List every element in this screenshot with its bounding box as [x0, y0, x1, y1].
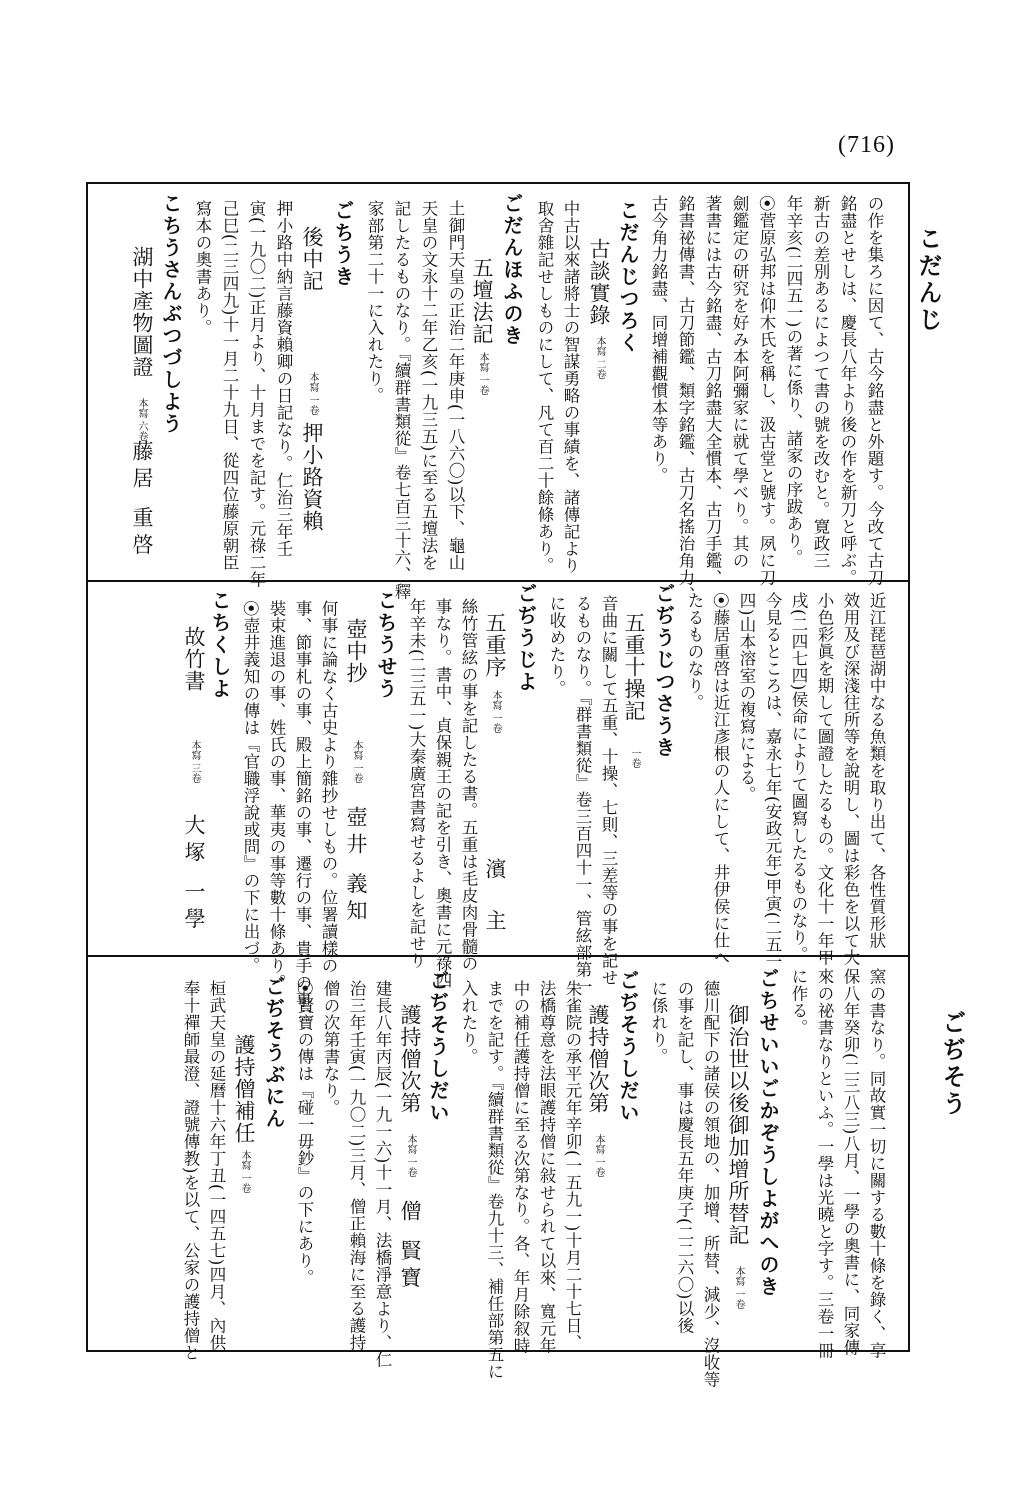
entry-line: 天皇の文永十二年乙亥(一九三五)に至る五壇法を: [419, 200, 438, 571]
section-heading-gojisou: ごぢそう: [938, 1010, 967, 1118]
entry-note: 本寫 六卷: [136, 398, 147, 442]
entry-author: 濱 主: [483, 858, 507, 943]
entry-note: 本寫 一卷: [239, 1150, 250, 1194]
entry-line: 年辛未(二三五一)大秦廣宮書寫せるよしを記せり: [407, 598, 426, 969]
entry-line: 押小路中納言藤資賴卿の日記なり。仁治三年壬: [274, 200, 293, 557]
entry-line: 土御門天皇の正治二年庚申(一八六〇)以下、龜山: [446, 200, 465, 571]
entry-line: 德川配下の諸侯の領地の、加增、所替、減少、沒收等: [701, 980, 720, 1388]
entry-note: 本寫 一卷: [593, 1134, 604, 1178]
section-heading-kodanji: こだんじ: [914, 226, 943, 334]
entry-line: に收めたり。: [547, 595, 566, 697]
entry-heading: ごぢうじつさうき: [652, 583, 676, 759]
entry-line: 絲竹管絃の事を記したる書。五重は毛皮肉骨髓の: [459, 598, 478, 972]
entry-line: に係れり。: [649, 980, 668, 1065]
bottom-line-1: 窯の書なり。同故實一切に關する數十條を錄く、享: [867, 968, 886, 1359]
entry-line: 音曲に關して五重、十操、七則、三差等の事を記せ: [599, 595, 618, 986]
middle-line-3: 小色彩眞を期して圖證したるもの。文化十一年甲: [815, 592, 834, 966]
entry-line: ⦿賢寶の傳は『碰一毋鈔』の下にあり。: [295, 980, 314, 1286]
middle-line-8: たるものなり。: [685, 592, 704, 711]
entry-line: 入れたり。: [459, 980, 478, 1065]
entry-line: 何事に論なく古史より雜抄せしもの。位署讀樣の: [319, 600, 338, 974]
entry-title: 御治世以後御加增所替記: [726, 1004, 750, 1246]
entry-heading: ごちうき: [331, 200, 355, 288]
entry-line: 朱雀院の承平元年辛卯(一五九一)十月二十七日、: [563, 980, 582, 1351]
entry-line: 寅(一九〇二)正月より、十月までを記す。元祿二年: [247, 200, 266, 588]
entry-note: 本寫 一卷: [490, 690, 501, 734]
entry-heading: ごぢそうしだい: [426, 970, 450, 1124]
top-line-7: 著書には古今銘盡、古刀銘盡大全慣本、古刀手鑑、: [703, 195, 722, 586]
entry-line: 桓武天皇の延曆十六年丁丑(一四五七)四月、內供: [207, 980, 226, 1351]
middle-line-4: 戌(二四七四)侯命によりて圖寫したるものなり。: [789, 592, 808, 963]
entry-heading: ごちせいいごかぞうしよがへのき: [756, 968, 780, 1298]
entry-line: 事、節事札の事、殿上簡銘の事、遷行の事、貴手の事、: [293, 600, 312, 1025]
entry-note: 本寫 一卷: [477, 352, 488, 396]
middle-line-6: 四)山本溶室の複寫による。: [737, 592, 756, 803]
entry-line: 事なり。書中、貞保親王の記を引き、奧書に元祿四: [433, 598, 452, 989]
entry-author: 押小路資賴: [300, 422, 324, 532]
entry-title: 後中記: [300, 226, 324, 292]
entry-line: 記したるものなり。『續群書類從』卷七百三十六、釋: [392, 200, 411, 600]
bottom-line-4: に作る。: [789, 968, 808, 1036]
entry-note: 本寫 三卷: [189, 740, 200, 784]
entry-note: 本寫 二卷: [594, 336, 605, 380]
top-line-4: 年辛亥(二四五一)の著に係り、諸家の序跋あり。: [784, 195, 803, 566]
entry-line: ⦿壺井義知の傳は『官職浮說或問』の下に出づ。: [241, 600, 260, 974]
entry-heading: こちうさんぶつづしよう: [159, 193, 183, 435]
entry-note: 本寫 一卷: [351, 740, 362, 784]
entry-note: 本寫 一卷: [405, 1134, 416, 1178]
entry-note: 一卷: [629, 748, 640, 768]
entry-author: 僧 賢寶: [398, 1200, 422, 1294]
entry-line: までを記す。『續群書類從』卷九十三、補任部第五に: [485, 980, 504, 1380]
entry-line: 家部第二十一に入れたり。: [365, 200, 384, 404]
entry-line: 法橋尊意を法眼護持僧に敍せられて以來、寬元年: [537, 980, 556, 1354]
entry-note: 本寫 一卷: [733, 1266, 744, 1310]
entry-author: 壺井 義知: [344, 806, 368, 927]
entry-note: 本寫 一卷: [307, 372, 318, 416]
entry-heading: ごだんほふのき: [500, 193, 524, 347]
entry-line: 寫本の奧書あり。: [193, 200, 212, 336]
middle-line-5: 今見るところは、嘉永七年(安政元年)甲寅(二五一: [763, 592, 782, 970]
entry-heading: ごぢそうぶにん: [262, 976, 286, 1130]
entry-line: 建長八年丙辰(一九一六)十一月、法橋淨意より、仁: [373, 980, 392, 1368]
entry-line: 中古以來諸將士の智謀勇略の事績を、諸傳記より: [561, 200, 580, 574]
entry-title: 護持僧次第: [398, 1004, 422, 1114]
entry-line: 治三年壬寅(一九〇二)三月、僧正賴海に至る護持: [347, 980, 366, 1351]
entry-line: 己巳(二三四九)十一月二十九日、從四位藤原朝臣: [220, 200, 239, 571]
entry-title: 五壇法記: [470, 257, 494, 345]
entry-title: 湖中產物圖證: [130, 246, 154, 378]
top-line-6: 劍鑑定の研究を好み本阿彌家に就て學べり。其の: [730, 195, 749, 569]
entry-line: の事を記し、事は慶長五年庚子(二二六〇)以後: [675, 980, 694, 1334]
entry-title: 古談實錄: [587, 238, 611, 326]
entry-title: 護持僧補任: [232, 1034, 256, 1144]
entry-line: 奉十禪師最澄、證號傳教)を以て、公家の護持僧と: [181, 980, 200, 1361]
page-number: (716): [838, 132, 895, 158]
entry-line: 取舍雜記せしものにして、凡て百二十餘條あり。: [535, 200, 554, 574]
entry-title: 故竹書: [182, 626, 206, 692]
top-line-1: の作を集ろに因て、古今銘盡と外題す。今改て古刀: [865, 195, 884, 586]
top-line-3: 新古の差別あるによつて書の號を改むと。寛政三: [811, 195, 830, 569]
row-divider-top: [86, 580, 910, 582]
entry-line: 中の補任護持僧に至る次第なり。各、年月除叙時: [511, 980, 530, 1354]
entry-author: 藤居 重啓: [130, 440, 154, 561]
row-divider-bottom: [86, 955, 910, 957]
entry-title: 護持僧次第: [586, 1004, 610, 1114]
entry-heading: ごぢうじよ: [514, 583, 538, 693]
entry-line: るものなり。『群書類從』卷三百四十一、管絃部第一: [573, 595, 592, 995]
entry-heading: こだんじつろく: [616, 200, 640, 354]
entry-heading: こちうせう: [374, 590, 398, 700]
bottom-line-2: 保八年癸卯(二三八三)八月、一學の奧書に、同家傳: [841, 968, 860, 1356]
entry-title: 五重十操記: [622, 612, 646, 722]
top-line-9: 古今角力銘盡、同增補觀慣本等あり。: [649, 195, 668, 484]
middle-line-1: 近江琵琶湖中なる魚類を取り出て、各性質形狀: [867, 592, 886, 949]
middle-line-2: 效用及び深淺往所等を說明し、圖は彩色を以て大: [841, 592, 860, 966]
entry-line: 僧の次第書なり。: [321, 980, 340, 1116]
middle-line-7: ⦿藤居重啓は近江彥根の人にして、井伊侯に仕へ: [711, 592, 730, 966]
bottom-line-3: 來の祕書なりといふ。一學は光曉と字す。三卷一冊: [815, 968, 834, 1359]
entry-title: 壺中抄: [344, 618, 368, 684]
entry-author: 大塚 一學: [182, 814, 206, 935]
entry-title: 五重序: [483, 612, 507, 678]
entry-heading: こちくしよ: [208, 590, 232, 700]
top-line-8: 銘書祕傳書、古刀節鑑、類字銘鑑、古刀名搖治角力、: [676, 195, 695, 603]
entry-line: 裝束進退の事、姓氏の事、華夷の事等數十條あり。: [267, 600, 286, 991]
top-line-2: 銘盡とせしは、慶長八年より後の作を新刀と呼ぶ。: [838, 195, 857, 586]
entry-heading: ごぢそうしだい: [616, 970, 640, 1124]
top-line-5: ⦿菅原弘邦は仰木氏を稱し、汲古堂と號す。夙に刀: [757, 195, 776, 586]
